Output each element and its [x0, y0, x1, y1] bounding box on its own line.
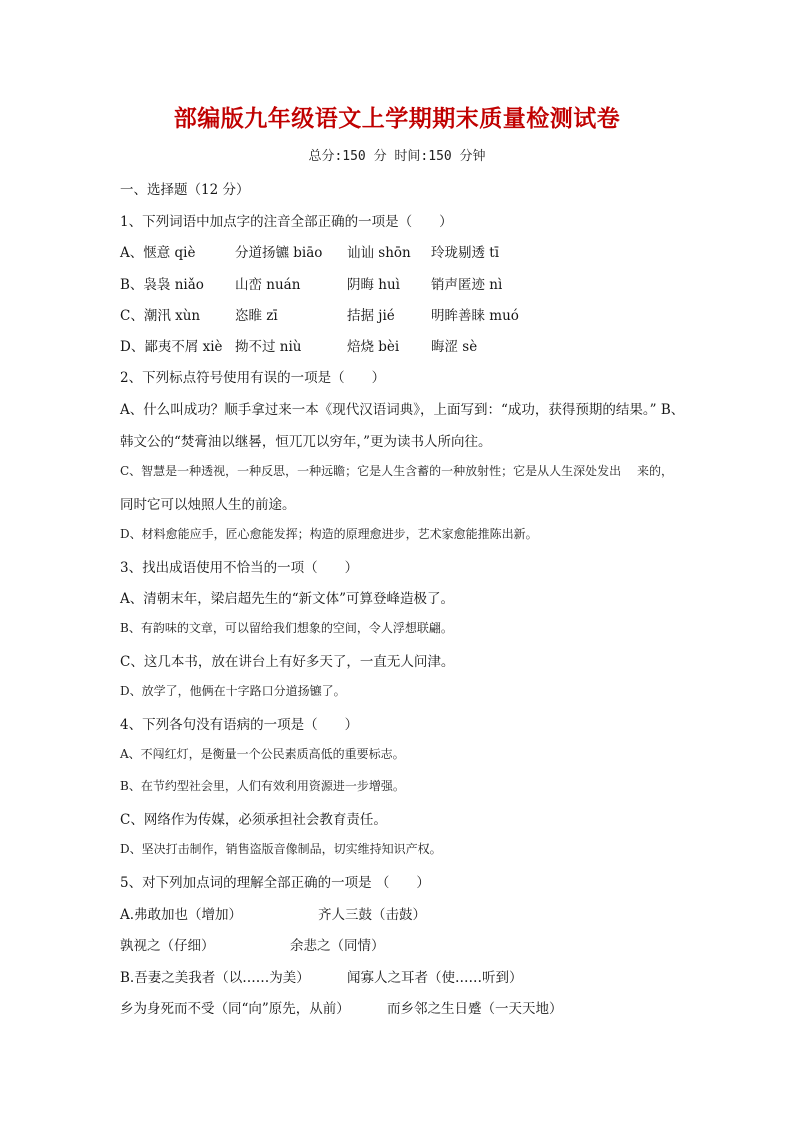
option-cell: 讪讪 shōn	[347, 245, 411, 261]
question-3-option-d: D、放学了，他俩在十字路口分道扬镳了。	[120, 684, 346, 698]
option-cell: 分道扬镳 biāo	[235, 245, 323, 261]
question-4-option-a: A、不闯红灯，是衡量一个公民素质高低的重要标志。	[120, 747, 405, 761]
option-cell: 齐人三鼓（击鼓）	[318, 907, 426, 923]
exam-info: 总分:150 分 时间:150 分钟	[308, 149, 486, 164]
option-cell: 山峦 nuán	[235, 277, 301, 293]
option-cell: A、惬意 qiè	[120, 245, 196, 261]
question-4-option-d: D、坚决打击制作，销售盗版音像制品，切实维持知识产权。	[120, 842, 442, 856]
question-1-stem: 1、下列词语中加点字的注音全部正确的一项是（ ）	[120, 214, 453, 230]
question-2-option-c-line2: 同时它可以烛照人生的前途。	[120, 497, 296, 513]
option-cell: C、潮汛 xùn	[120, 308, 201, 324]
question-4-option-c: C、网络作为传媒，必须承担社会教育责任。	[120, 812, 387, 828]
question-3-option-b: B、有韵味的文章，可以留给我们想象的空间，令人浮想联翩。	[120, 621, 453, 635]
option-cell: 闻寡人之耳者（使……听到）	[347, 970, 523, 986]
question-2-option-d: D、材料愈能应手，匠心愈能发挥；构造的原理愈进步，艺术家愈能推陈出新。	[120, 527, 538, 541]
question-2-option-a-line1: A、什么叫成功？顺手拿过来一本《现代汉语词典》，上面写到：“成功，获得预期的结果。” B、	[120, 402, 685, 418]
option-cell: 乡为身死而不受（同“向”原先，从前）	[120, 1001, 350, 1017]
option-cell: 销声匿迹 nì	[431, 277, 503, 293]
question-4-option-b: B、在节约型社会里，人们有效利用资源进一步增强。	[120, 779, 405, 793]
option-cell: A.弗敢加也（增加）	[120, 907, 243, 923]
option-cell: 玲珑剔透 tī	[431, 245, 500, 261]
option-cell: 明眸善睐 muó	[431, 308, 519, 324]
page-title: 部编版九年级语文上学期期末质量检测试卷	[173, 106, 621, 132]
question-2-stem: 2、下列标点符号使用有误的一项是（ ）	[120, 370, 386, 386]
option-cell: 晦涩 sè	[431, 339, 478, 355]
question-3-stem: 3、找出成语使用不恰当的一项（ ）	[120, 560, 359, 576]
option-cell: D、鄙夷不屑 xiè	[120, 339, 223, 355]
question-2-option-a-line2: 韩文公的“焚膏油以继晷，恒兀兀以穷年，”更为读书人所向往。	[120, 434, 492, 450]
option-cell: B.吾妻之美我者（以……为美）	[120, 970, 310, 986]
option-cell: B、袅袅 niǎo	[120, 277, 204, 293]
section-heading: 一、选择题（12 分）	[120, 182, 250, 198]
option-cell: 阴晦 huì	[347, 277, 400, 293]
question-3-option-a: A、清朝末年，梁启超先生的“新文体”可算登峰造极了。	[120, 591, 455, 607]
option-cell: 拮据 jié	[347, 308, 395, 324]
option-cell: 孰视之（仔细）	[120, 938, 215, 954]
option-cell: 恣睢 zī	[235, 308, 278, 324]
option-cell: 焙烧 bèi	[347, 339, 400, 355]
option-cell: 拗不过 niù	[235, 339, 302, 355]
question-5-stem: 5、对下列加点词的理解全部正确的一项是 （ ）	[120, 875, 430, 891]
option-cell: 余悲之（同情）	[290, 938, 385, 954]
question-3-option-c: C、这几本书，放在讲台上有好多天了，一直无人问津。	[120, 654, 455, 670]
question-4-stem: 4、下列各句没有语病的一项是（ ）	[120, 717, 359, 733]
question-2-option-c-line1: C、智慧是一种透视，一种反思，一种远瞻；它是人生含蓄的一种放射性；它是从人生深处发出 来的，	[120, 464, 674, 478]
option-cell: 而乡邻之生日蹙（一天天地）	[387, 1001, 563, 1017]
